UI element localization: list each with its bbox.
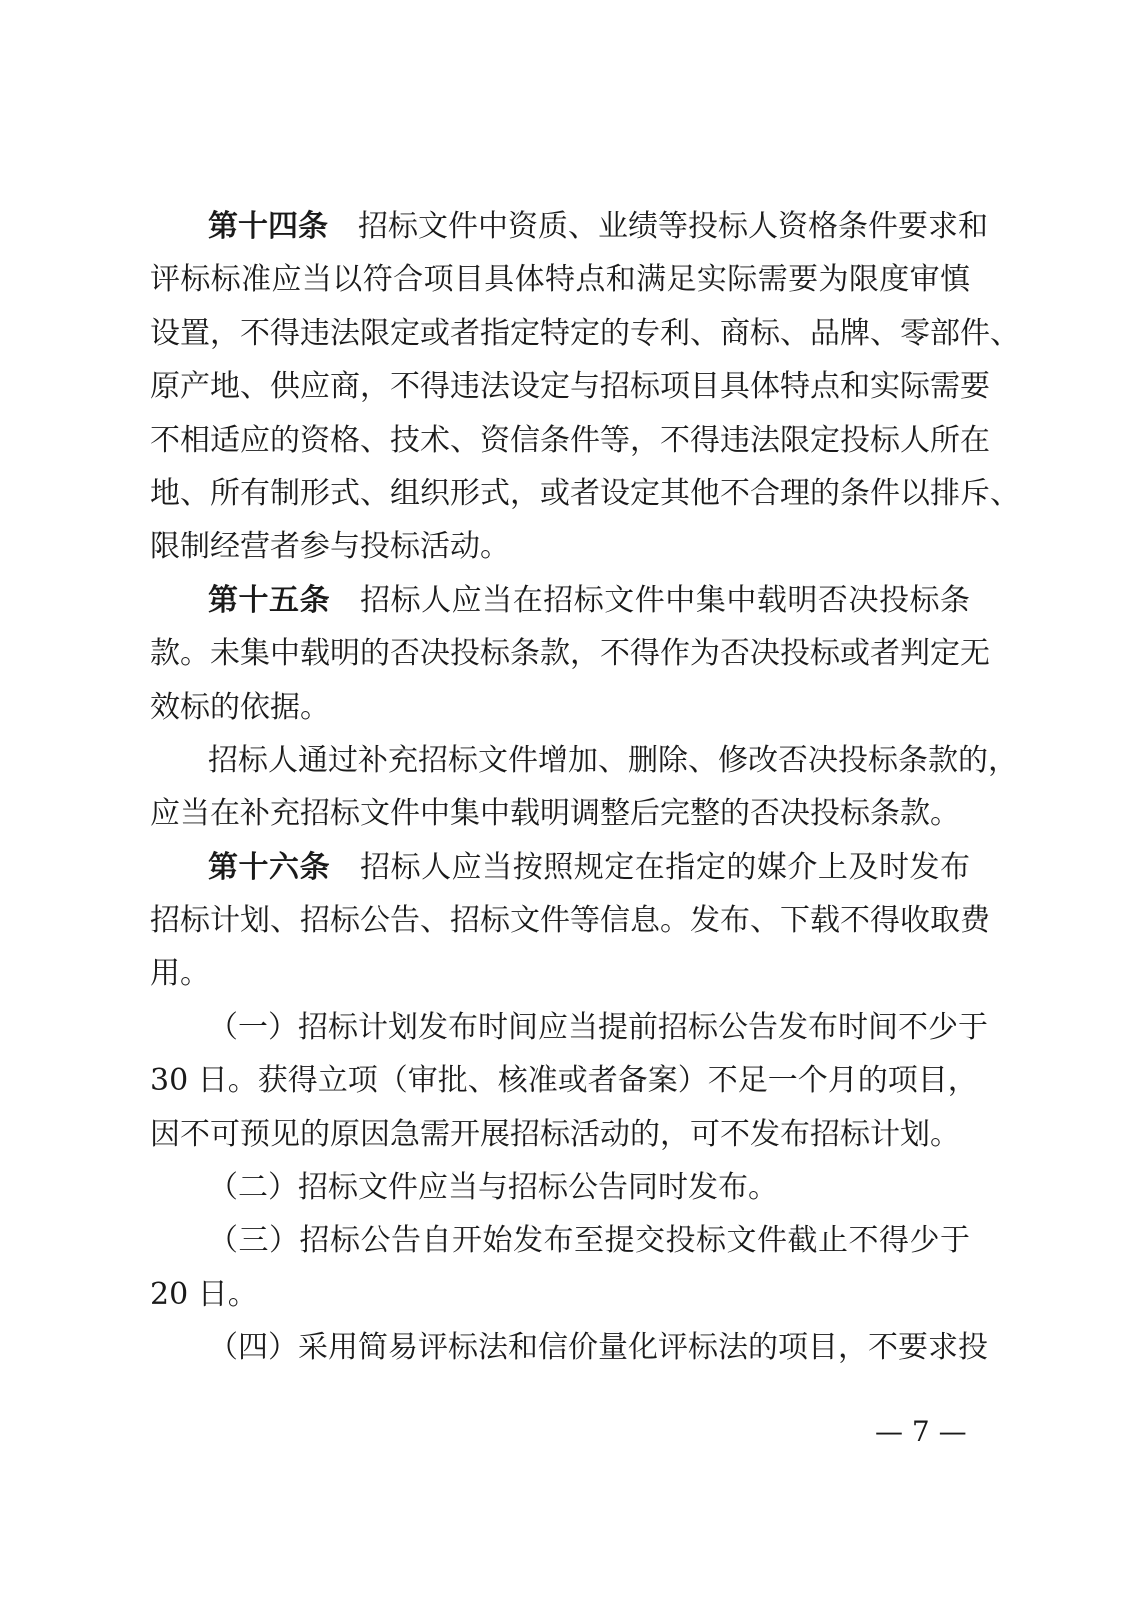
article-15-line-2: 款。未集中载明的否决投标条款，不得作为否决投标或者判定无 [150, 636, 990, 672]
document-body [150, 200, 1020, 1375]
article-15-heading: 第十五条 [208, 582, 331, 618]
article-14-line-4: 原产地、供应商，不得违法设定与招标项目具体特点和实际需要 [150, 369, 990, 405]
article-16-item-3-line-1: （三）招标公告自开始发布至提交投标文件截止不得少于 [208, 1223, 970, 1259]
article-16-item-3-line-2: 20 日。 [150, 1276, 258, 1312]
article-16-item-2-line-1: （二）招标文件应当与招标公告同时发布。 [208, 1170, 778, 1206]
article-14-text: 招标文件中资质、业绩等投标人资格条件要求和 [358, 209, 988, 244]
article-14-line-3: 设置，不得违法限定或者指定特定的专利、商标、品牌、零部件、 [150, 315, 1020, 351]
article-16-item-1-line-3: 因不可预见的原因急需开展招标活动的，可不发布招标计划。 [150, 1116, 960, 1152]
page-number: — 7 — [875, 1415, 967, 1448]
article-16-item-4-line-1: （四）采用简易评标法和信价量化评标法的项目，不要求投 [208, 1330, 988, 1366]
article-14-line-1 [150, 200, 988, 253]
article-14-line-6: 地、所有制形式、组织形式，或者设定其他不合理的条件以排斥、 [150, 475, 1020, 511]
article-14-line-7: 限制经营者参与投标活动。 [150, 529, 510, 565]
article-15-paragraph-2-line-1: 招标人通过补充招标文件增加、删除、修改否决投标条款的， [208, 742, 1018, 778]
article-16-line-3: 用。 [150, 956, 210, 992]
article-15-paragraph-2-line-2: 应当在补充招标文件中集中载明调整后完整的否决投标条款。 [150, 796, 960, 832]
article-15-line-3: 效标的依据。 [150, 689, 330, 725]
article-16-item-1-line-1: （一）招标计划发布时间应当提前招标公告发布时间不少于 [208, 1009, 988, 1045]
article-16-text: 招标人应当按照规定在指定的媒介上及时发布 [360, 849, 971, 885]
article-14-heading: 第十四条 [208, 209, 328, 244]
article-16-heading: 第十六条 [208, 849, 331, 885]
article-14-line-2: 评标标准应当以符合项目具体特点和满足实际需要为限度审慎 [150, 262, 970, 298]
article-15-line-1 [150, 574, 970, 627]
article-16-line-1 [150, 841, 970, 894]
article-16-line-2: 招标计划、招标公告、招标文件等信息。发布、下载不得收取费 [150, 903, 990, 939]
article-16-item-1-line-2: 30 日。获得立项（审批、核准或者备案）不足一个月的项目， [150, 1063, 978, 1099]
article-15-text: 招标人应当在招标文件中集中载明否决投标条 [360, 582, 971, 618]
article-14-line-5: 不相适应的资格、技术、资信条件等，不得违法限定投标人所在 [150, 422, 990, 458]
